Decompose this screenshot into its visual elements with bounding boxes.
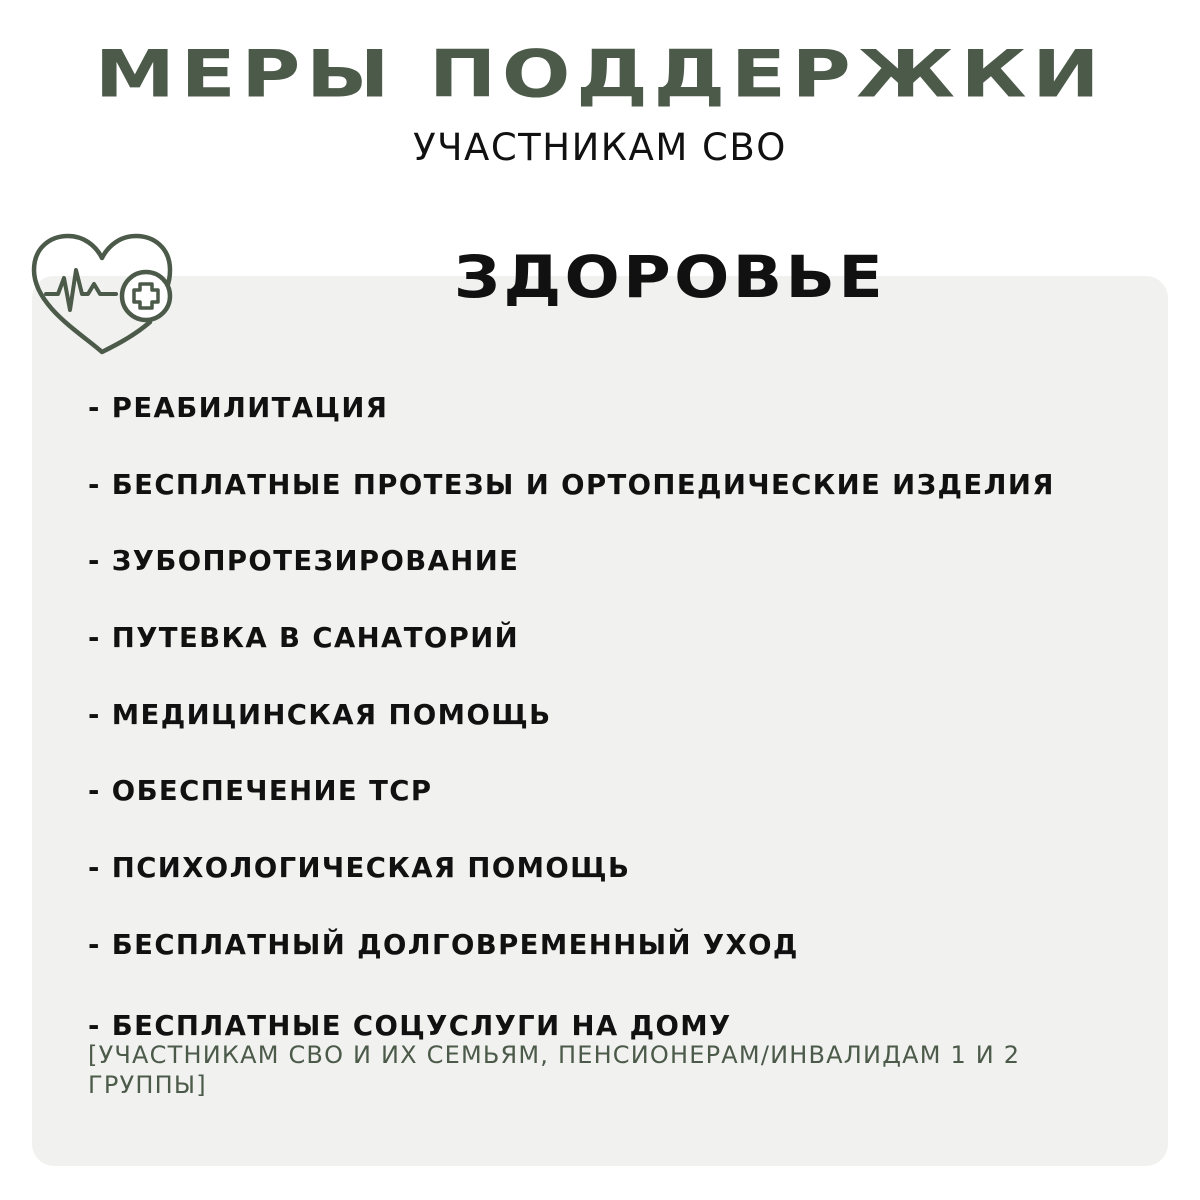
page-subtitle: УЧАСТНИКАМ СВО	[413, 126, 787, 169]
list-item: - БЕСПЛАТНЫЕ ПРОТЕЗЫ И ОРТОПЕДИЧЕСКИЕ ИЗДЕЛИЯ	[88, 468, 1055, 501]
page-title: МЕРЫ ПОДДЕРЖКИ	[94, 36, 1106, 112]
section-title: ЗДОРОВЬЕ	[453, 243, 887, 311]
support-list	[88, 388, 1055, 1002]
list-item-note: [УЧАСТНИКАМ СВО И ИХ СЕМЬЯМ, ПЕНСИОНЕРАМ/ИНВАЛИДАМ 1 И 2 ГРУППЫ]	[88, 1041, 1021, 1099]
list-item: - ЗУБОПРОТЕЗИРОВАНИЕ	[88, 545, 520, 578]
list-item: - ПСИХОЛОГИЧЕСКАЯ ПОМОЩЬ	[88, 852, 631, 885]
list-item: - ПУТЕВКА В САНАТОРИЙ	[88, 622, 520, 655]
list-item: - БЕСПЛАТНЫЙ ДОЛГОВРЕМЕННЫЙ УХОД	[88, 928, 799, 961]
heart-pulse-plus-icon	[24, 230, 180, 360]
list-item: - РЕАБИЛИТАЦИЯ	[88, 392, 389, 424]
list-item: - МЕДИЦИНСКАЯ ПОМОЩЬ	[88, 698, 552, 731]
list-item-home-services: - БЕСПЛАТНЫЕ СОЦУСЛУГИ НА ДОМУ	[88, 1010, 732, 1042]
list-item: - ОБЕСПЕЧЕНИЕ ТСР	[88, 775, 433, 808]
